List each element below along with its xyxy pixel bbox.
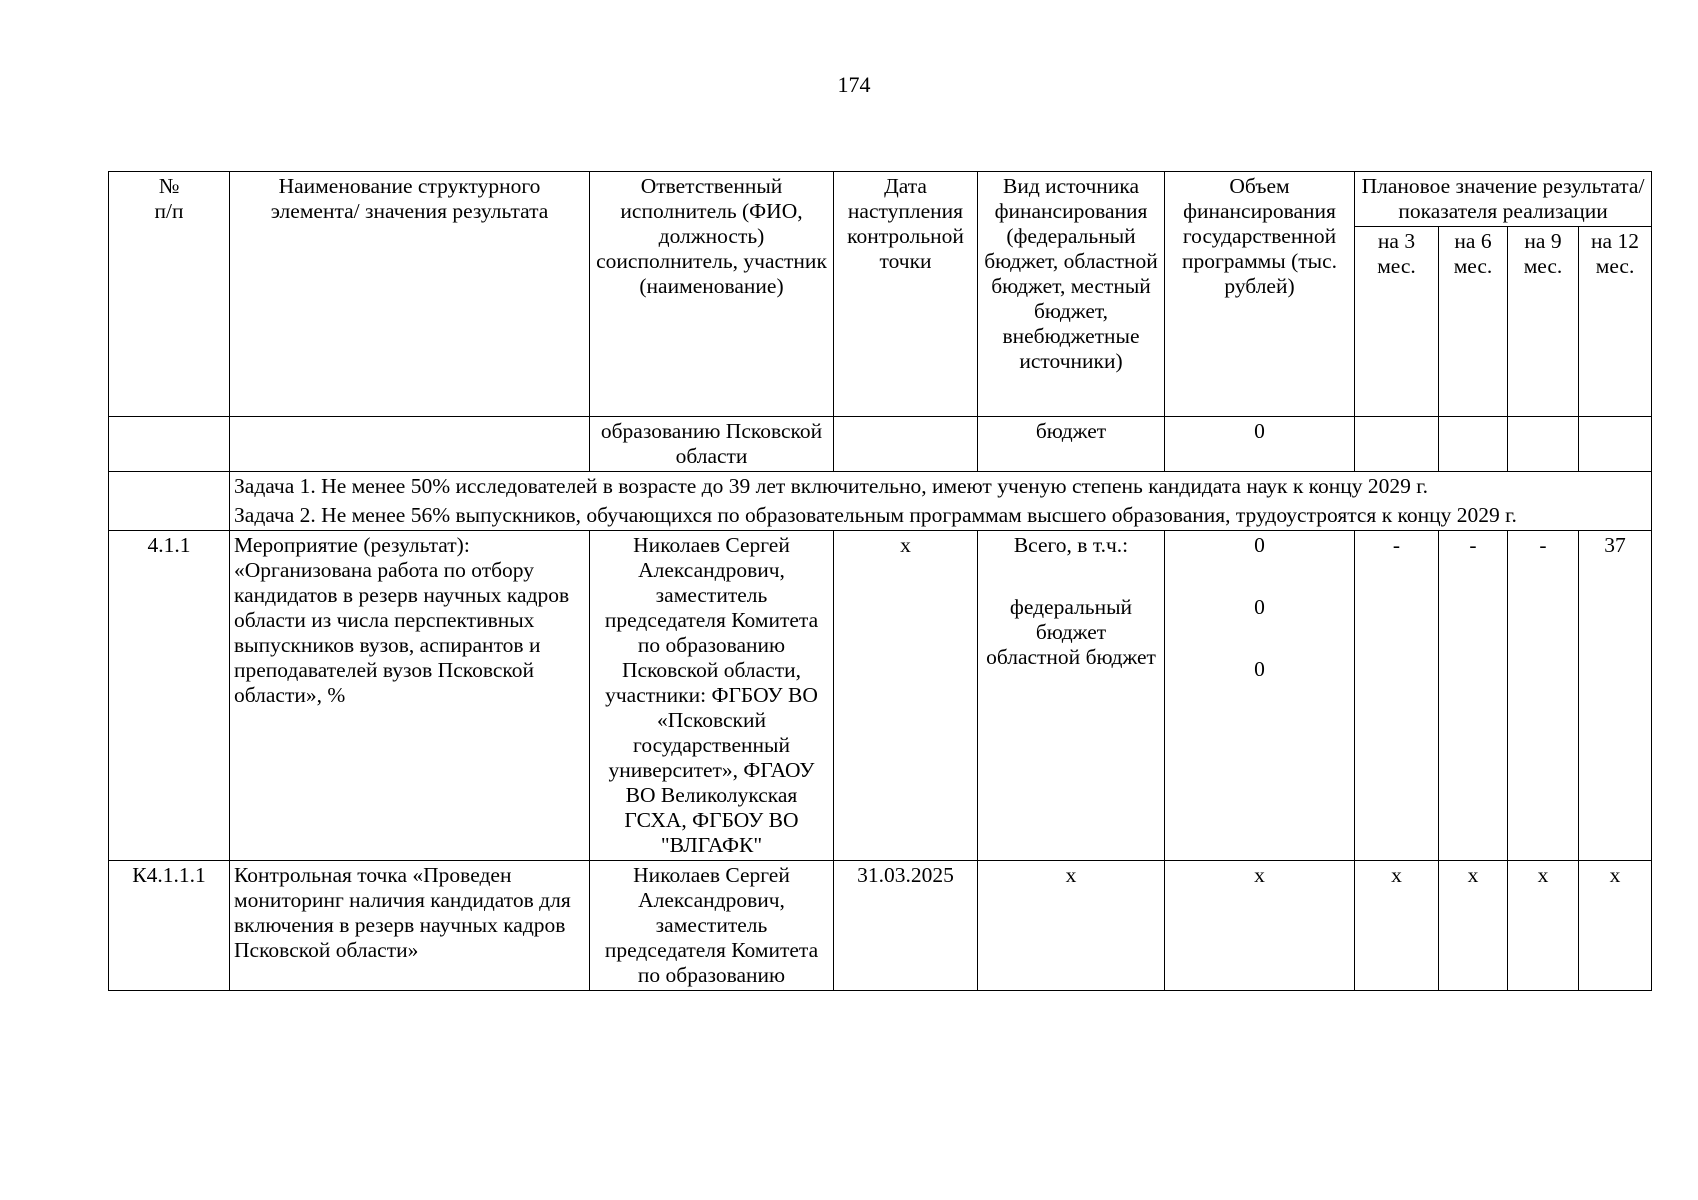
header-row xyxy=(109,172,1652,227)
tasks-cell xyxy=(230,472,1652,531)
table-row xyxy=(109,531,1652,861)
row-k4111-source: x xyxy=(978,861,1165,991)
table-row xyxy=(109,861,1652,991)
task-2: Задача 2. Не менее 56% выпускников, обучающихся по образовательным программам высшего образования, трудоустроятся к концу 2029 г. xyxy=(234,503,1517,527)
row-411-responsible: Николаев Сергей Александрович, заместитель председателя Комитета по образованию Псковской области, участники: ФГБОУ ВО «Псковский государственный университет», ФГАОУ ВО Великолукская ГСХА, ФГБОУ ВО "ВЛГАФК" xyxy=(590,531,834,861)
program-table xyxy=(108,171,1652,991)
row-k4111-name: Контрольная точка «Проведен мониторинг наличия кандидатов для включения в резерв научных кадров Псковской области» xyxy=(230,861,590,991)
cont-source: бюджет xyxy=(978,417,1165,472)
row-411-source-federal: федеральный бюджет xyxy=(1009,595,1133,644)
header-num-abbr: п/п xyxy=(154,199,184,223)
header-responsible: Ответственный исполнитель (ФИО, должность) соисполнитель, участник (наименование) xyxy=(590,172,834,417)
task-1: Задача 1. Не менее 50% исследователей в возрасте до 39 лет включительно, имеют ученую степень кандидата наук к концу 2029 г. xyxy=(234,474,1429,498)
row-k4111-volume: x xyxy=(1165,861,1355,991)
row-411-volume-regional: 0 xyxy=(1254,657,1265,681)
header-m3: на 3 мес. xyxy=(1355,227,1439,417)
row-411-volume xyxy=(1165,531,1355,861)
row-411-num: 4.1.1 xyxy=(109,531,230,861)
continuation-row xyxy=(109,417,1652,472)
cont-responsible: образованию Псковской области xyxy=(590,417,834,472)
header-num xyxy=(109,172,230,417)
row-411-date: x xyxy=(834,531,978,861)
row-k4111-num: К4.1.1.1 xyxy=(109,861,230,991)
row-411-volume-federal: 0 xyxy=(1254,595,1265,619)
header-planned: Плановое значение результата/показателя реализации xyxy=(1355,172,1652,227)
row-411-source-total: Всего, в т.ч.: xyxy=(1013,533,1129,557)
cont-volume: 0 xyxy=(1165,417,1355,472)
header-name: Наименование структурного элемента/ значения результата xyxy=(230,172,590,417)
row-k4111-m9: x xyxy=(1508,861,1579,991)
tasks-row xyxy=(109,472,1652,531)
row-411-m6: - xyxy=(1439,531,1508,861)
header-date: Дата наступления контрольной точки xyxy=(834,172,978,417)
row-k4111-responsible: Николаев Сергей Александрович, заместитель председателя Комитета по образованию xyxy=(590,861,834,991)
header-num-sign: № xyxy=(158,174,180,198)
header-m6: на 6 мес. xyxy=(1439,227,1508,417)
page-number: 174 xyxy=(837,72,871,97)
header-m12: на 12 мес. xyxy=(1579,227,1652,417)
header-m9: на 9 мес. xyxy=(1508,227,1579,417)
row-411-m9: - xyxy=(1508,531,1579,861)
row-411-m12: 37 xyxy=(1579,531,1652,861)
row-411-name: Мероприятие (результат): «Организована работа по отбору кандидатов в резерв научных кадров области из числа перспективных выпускников вузов, аспирантов и преподавателей вузов Псковской области», % xyxy=(230,531,590,861)
row-411-volume-total: 0 xyxy=(1254,533,1265,557)
header-volume: Объем финансирования государственной программы (тыс. рублей) xyxy=(1165,172,1355,417)
row-411-m3: - xyxy=(1355,531,1439,861)
row-411-source-regional: областной бюджет xyxy=(986,645,1156,669)
row-k4111-m12: x xyxy=(1579,861,1652,991)
header-source: Вид источника финансирования (федеральный бюджет, областной бюджет, местный бюджет, внебюджетные источники) xyxy=(978,172,1165,417)
row-k4111-date: 31.03.2025 xyxy=(834,861,978,991)
row-k4111-m3: x xyxy=(1355,861,1439,991)
row-k4111-m6: x xyxy=(1439,861,1508,991)
row-411-source xyxy=(978,531,1165,861)
